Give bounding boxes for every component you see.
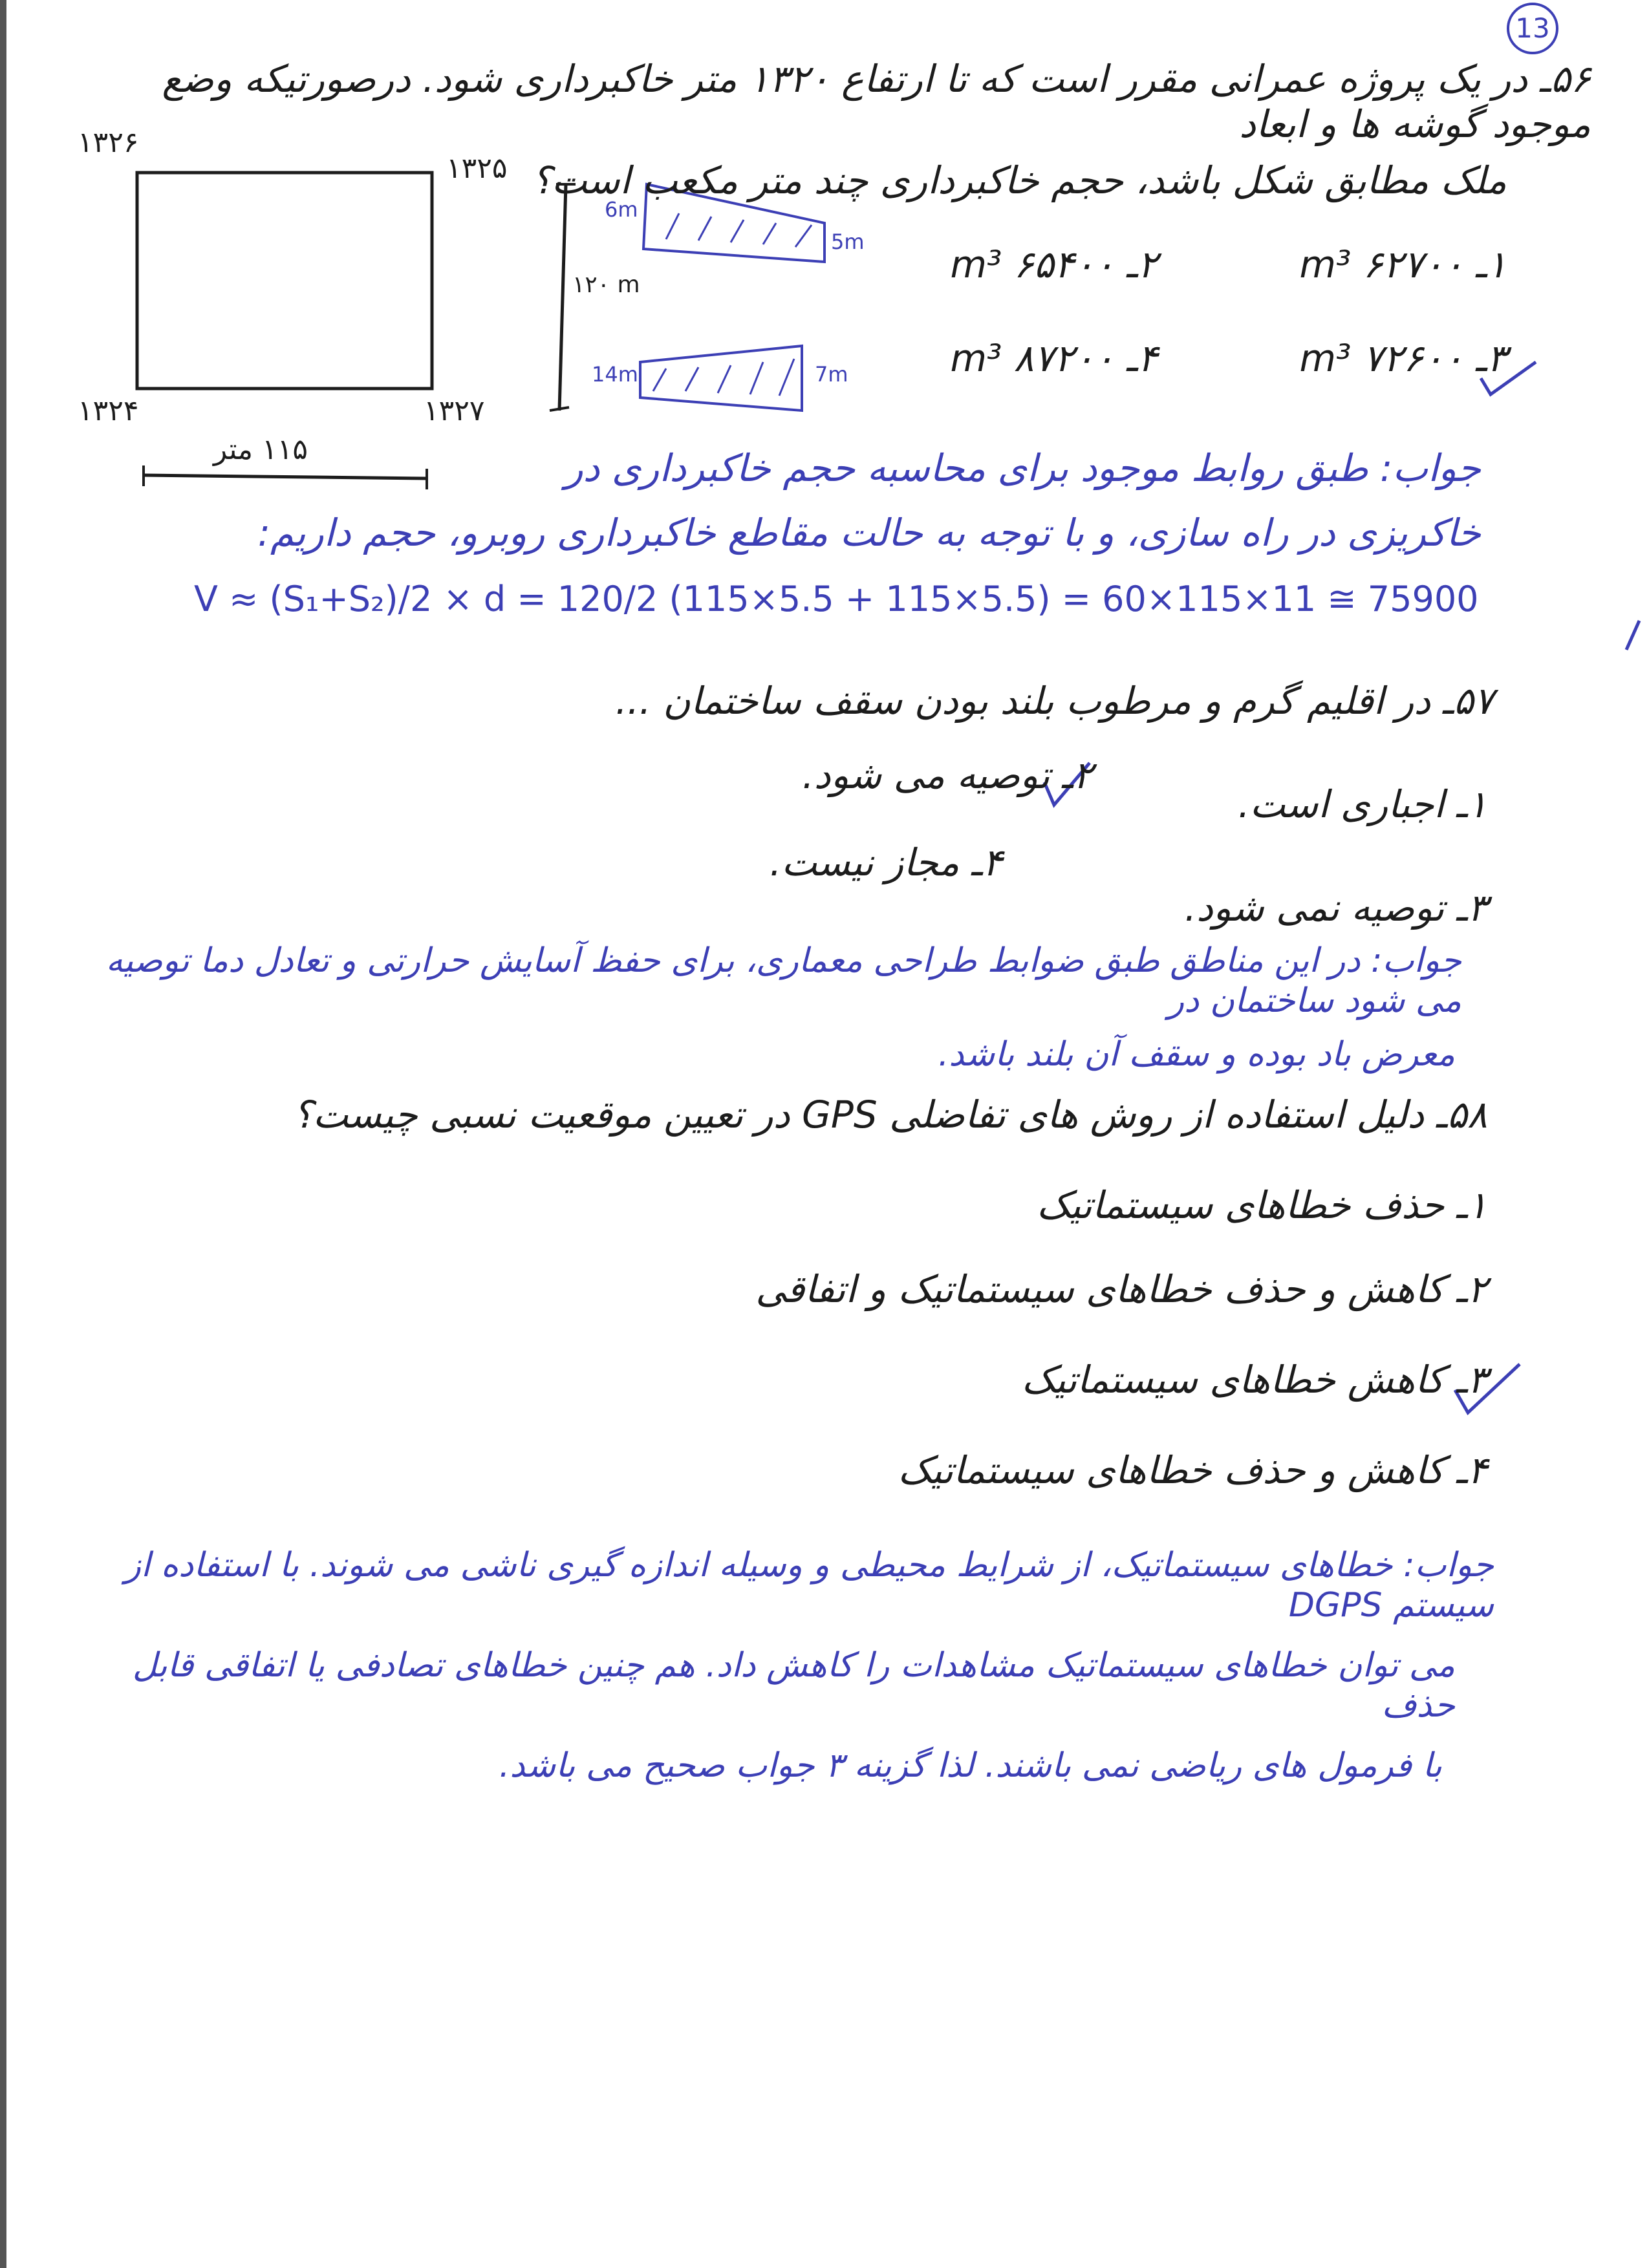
q58-option-4[interactable]: ۴ـ کاهش و حذف خطاهای سیستماتیک [898, 1448, 1487, 1492]
q58-option-3[interactable]: ۳ـ کاهش خطاهای سیستماتیک [1021, 1358, 1487, 1402]
section-1-right-depth: 5m [831, 230, 865, 254]
q56-question-line1: ۵۶ـ در یک پروژه عمرانی مقرر است که تا ارتفاع ۱۳۲۰ متر خاکبرداری شود. درصورتیکه وضع موجود گوشه ها و ابعاد [162, 57, 1591, 146]
q56-option-1[interactable]: ۱ـ ۶۲۷۰۰ m³ [1299, 242, 1507, 286]
q57-question: ۵۷ـ در اقلیم گرم و مرطوب بلند بودن سقف ساختمان ... [615, 679, 1494, 723]
corner-elevation-bottom-left: ۱۳۲۴ [78, 394, 139, 427]
q56-volume-formula: V ≈ (S₁+S₂)/2 × d = 120/2 (115×5.5 + 115×5.5) = 60×115×11 ≅ 75900 [194, 579, 1479, 619]
q57-option-4[interactable]: ۴ـ مجاز نیست. [770, 840, 1002, 884]
corner-elevation-bottom-right: ۱۳۲۷ [424, 394, 485, 427]
plot-rectangle [137, 173, 432, 389]
q58-question: ۵۸ـ دلیل استفاده از روش های تفاضلی GPS در تعیین موقعیت نسبی چیست؟ [292, 1093, 1487, 1137]
width-label: ۱۱۵ متر [213, 433, 308, 466]
q57-answer-line1: جواب: در این مناطق طبق ضوابط طراحی معماری، برای حفظ آسایش حرارتی و تعادل دما توصیه می شود ساختمان در [105, 941, 1461, 1021]
q56-option-3[interactable]: ۳ـ ۷۲۶۰۰ m³ [1299, 336, 1507, 380]
length-dimension-line [559, 184, 566, 411]
q56-question-line2: ملک مطابق شکل باشد، حجم خاکبرداری چند متر مکعب است؟ [532, 158, 1507, 202]
corner-elevation-top-right: ۱۳۲۵ [446, 152, 508, 185]
section-1-left-depth: 6m [605, 197, 638, 222]
q58-answer-line3: با فرمول های ریاضی نمی باشند. لذا گزینه ۳ جواب صحیح می باشد. [499, 1746, 1442, 1785]
corner-elevation-top-left: ۱۳۲۶ [78, 126, 139, 159]
q56-option-4[interactable]: ۴ـ ۸۷۲۰۰ m³ [950, 336, 1158, 380]
length-label: ۱۲۰ m [572, 272, 640, 298]
width-dimension-line [144, 475, 427, 478]
q57-option-1[interactable]: ۱ـ اجباری است. [1238, 782, 1487, 826]
q56-option-2[interactable]: ۲ـ ۶۵۴۰۰ m³ [950, 242, 1158, 286]
q58-answer-line1: جواب: خطاهای سیستماتیک، از شرایط محیطی و وسیله اندازه گیری ناشی می شوند. با استفاده از سیستم DGPS [124, 1546, 1494, 1625]
q58-answer-line2: می توان خطاهای سیستماتیک مشاهدات را کاهش داد. هم چنین خطاهای تصادفی یا اتفاقی قابل حذف [132, 1646, 1455, 1726]
q56-answer-line1: جواب: طبق روابط موجود برای محاسبه حجم خاکبرداری در [565, 446, 1481, 490]
section-2-trapezoid [640, 346, 802, 411]
section-2-right-depth: 7m [815, 362, 848, 387]
q58-option-2[interactable]: ۲ـ کاهش و حذف خطاهای سیستماتیک و اتفاقی [755, 1267, 1487, 1311]
page-number: 13 [1507, 3, 1558, 54]
section-2-left-depth: 14m [592, 362, 638, 387]
q57-option-3[interactable]: ۳ـ توصیه نمی شود. [1184, 886, 1487, 930]
q58-option-1[interactable]: ۱ـ حذف خطاهای سیستماتیک [1037, 1183, 1487, 1227]
q57-answer-line2: معرض باد بوده و سقف آن بلند باشد. [938, 1035, 1455, 1074]
q56-answer-line2: خاکریزی در راه سازی، و با توجه به حالت مقاطع خاکبرداری روبرو، حجم داریم: [257, 511, 1481, 555]
q57-option-2[interactable]: ۲ـ توصیه می شود. [802, 753, 1093, 797]
